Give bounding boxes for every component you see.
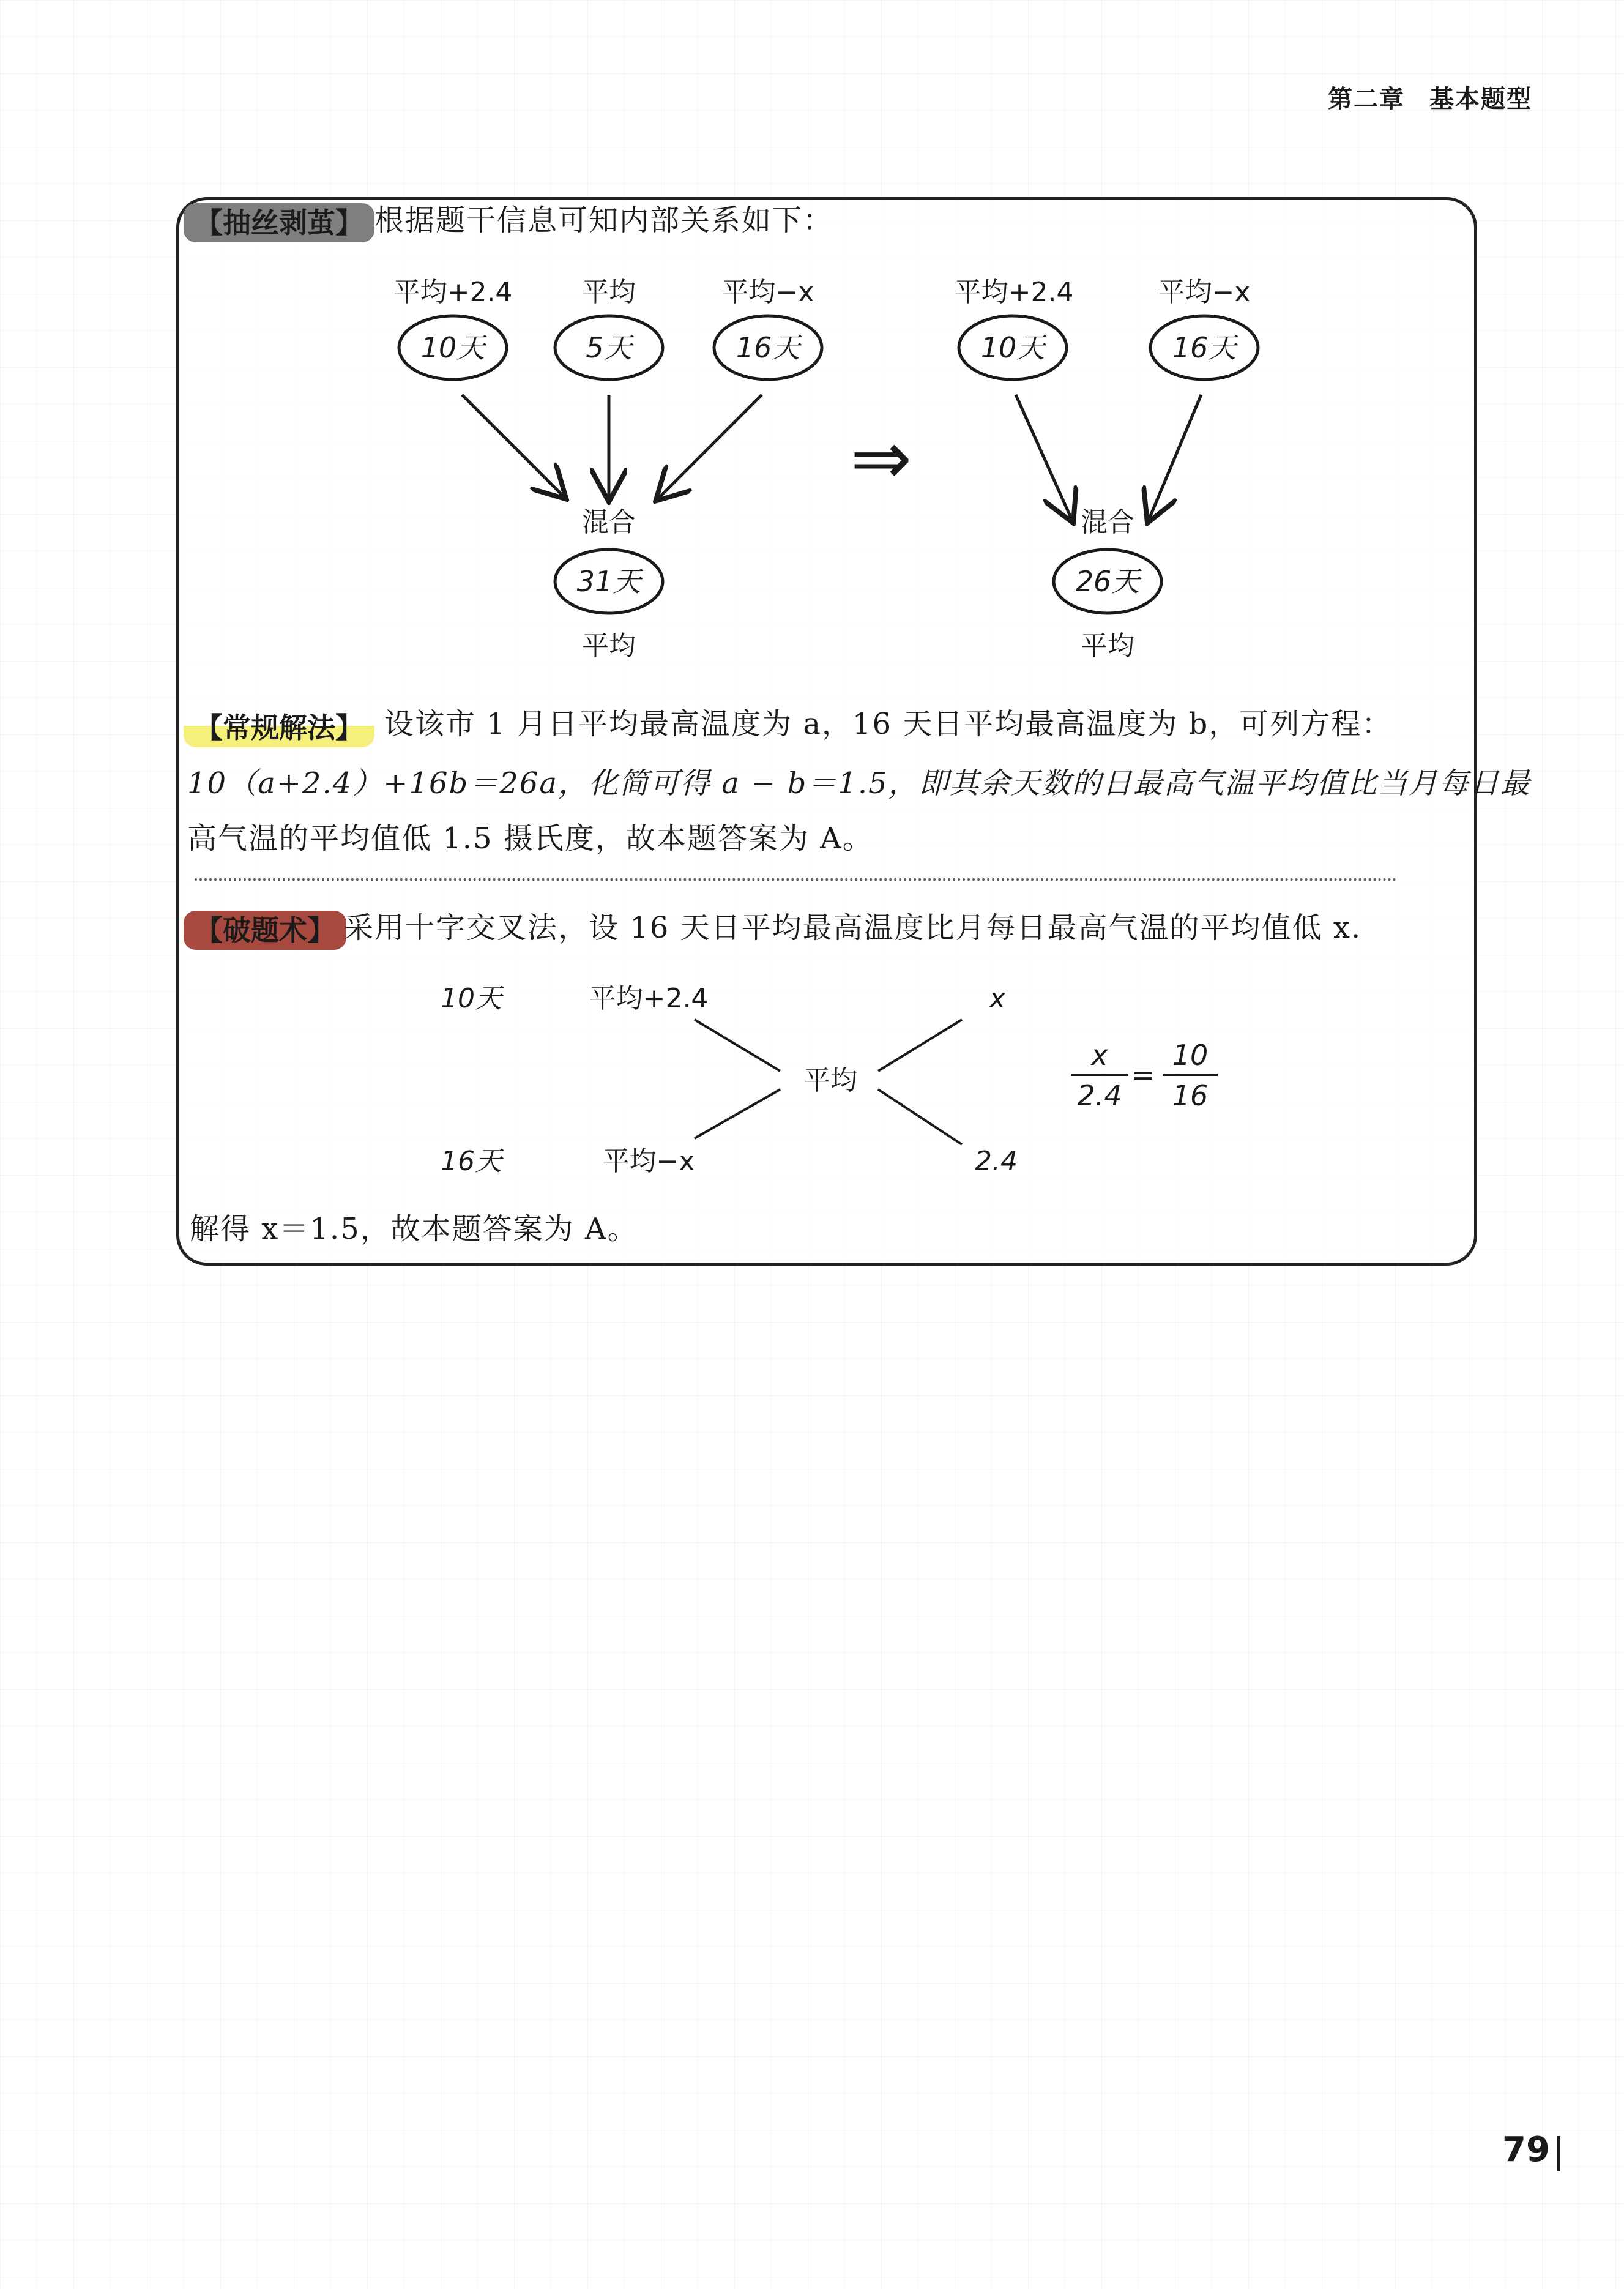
- analysis-intro: 根据题干信息可知内部关系如下：: [374, 203, 834, 237]
- cross-line-bl: [695, 1089, 780, 1138]
- chapter-title: 第二章: [1328, 84, 1405, 113]
- relation-diagram: [0, 0, 1624, 796]
- eq-rhs-numerator: 10: [1172, 1039, 1209, 1072]
- label-trick: 【破题术】: [184, 911, 346, 950]
- cross-bottom-left-days: 16天: [441, 1146, 502, 1177]
- cross-bottom-left-label: 平均−x: [602, 1146, 695, 1177]
- right-mix-value: 26天: [1075, 565, 1140, 598]
- implies-arrow: ⇒: [850, 416, 912, 501]
- label-standard-method: 【常规解法】: [184, 708, 374, 747]
- left-oval-value-3: 16天: [736, 331, 800, 364]
- left-bottom-label: 平均: [582, 630, 636, 662]
- eq-sign: =: [1131, 1058, 1155, 1091]
- eq-lhs-denominator: 2.4: [1077, 1079, 1122, 1112]
- left-mix-label: 混合: [582, 507, 636, 538]
- cross-line-tl: [695, 1020, 780, 1071]
- right-arrow-1: [1016, 395, 1072, 520]
- left-oval-value-1: 10天: [420, 331, 485, 364]
- page-number-bar: [1557, 2136, 1560, 2171]
- right-mix-label: 混合: [1081, 507, 1134, 538]
- page-number: 79: [1502, 2130, 1550, 2170]
- cross-top-right: x: [989, 983, 1006, 1014]
- left-top-label-2: 平均: [582, 277, 636, 308]
- standard-line-1: 设该市 1 月日平均最高温度为 a，16 天日平均最高温度为 b，可列方程：: [384, 707, 1393, 741]
- standard-line-3: 高气温的平均值低 1.5 摄氏度，故本题答案为 A。: [187, 821, 873, 856]
- eq-rhs-denominator: 16: [1172, 1079, 1209, 1112]
- left-arrow-3: [658, 395, 762, 499]
- eq-lhs-numerator: x: [1091, 1039, 1108, 1072]
- left-oval-value-2: 5天: [586, 331, 632, 364]
- cross-line-tr: [878, 1020, 962, 1071]
- trick-intro: 采用十字交叉法，设 16 天日平均最高温度比月每日最高气温的平均值低 x.: [344, 911, 1362, 945]
- cross-method-diagram: [0, 955, 1624, 1200]
- cross-center: 平均: [803, 1065, 857, 1096]
- section-title: 基本题型: [1429, 84, 1532, 113]
- right-bottom-label: 平均: [1081, 630, 1134, 662]
- cross-top-left-days: 10天: [441, 983, 502, 1014]
- standard-line-2: 10（a+2.4）+16b＝26a，化简可得 a − b＝1.5，即其余天数的日最高气温平均值比当月每日最: [187, 766, 1531, 801]
- cross-top-left-label: 平均+2.4: [589, 983, 709, 1014]
- right-top-label-2: 平均−x: [1158, 277, 1251, 308]
- left-mix-value: 31天: [576, 565, 641, 598]
- left-top-label-3: 平均−x: [721, 277, 814, 308]
- left-arrow-1: [462, 395, 564, 497]
- left-top-label-1: 平均+2.4: [393, 277, 513, 308]
- right-oval-value-2: 16天: [1172, 331, 1237, 364]
- cross-line-br: [878, 1089, 962, 1144]
- right-arrow-2: [1149, 395, 1201, 520]
- cross-bottom-right: 2.4: [975, 1146, 1018, 1177]
- right-top-label-1: 平均+2.4: [954, 277, 1074, 308]
- trick-conclusion: 解得 x＝1.5，故本题答案为 A。: [190, 1212, 638, 1246]
- label-analysis: 【抽丝剥茧】: [184, 203, 374, 242]
- divider: [195, 878, 1397, 881]
- right-oval-value-1: 10天: [980, 331, 1045, 364]
